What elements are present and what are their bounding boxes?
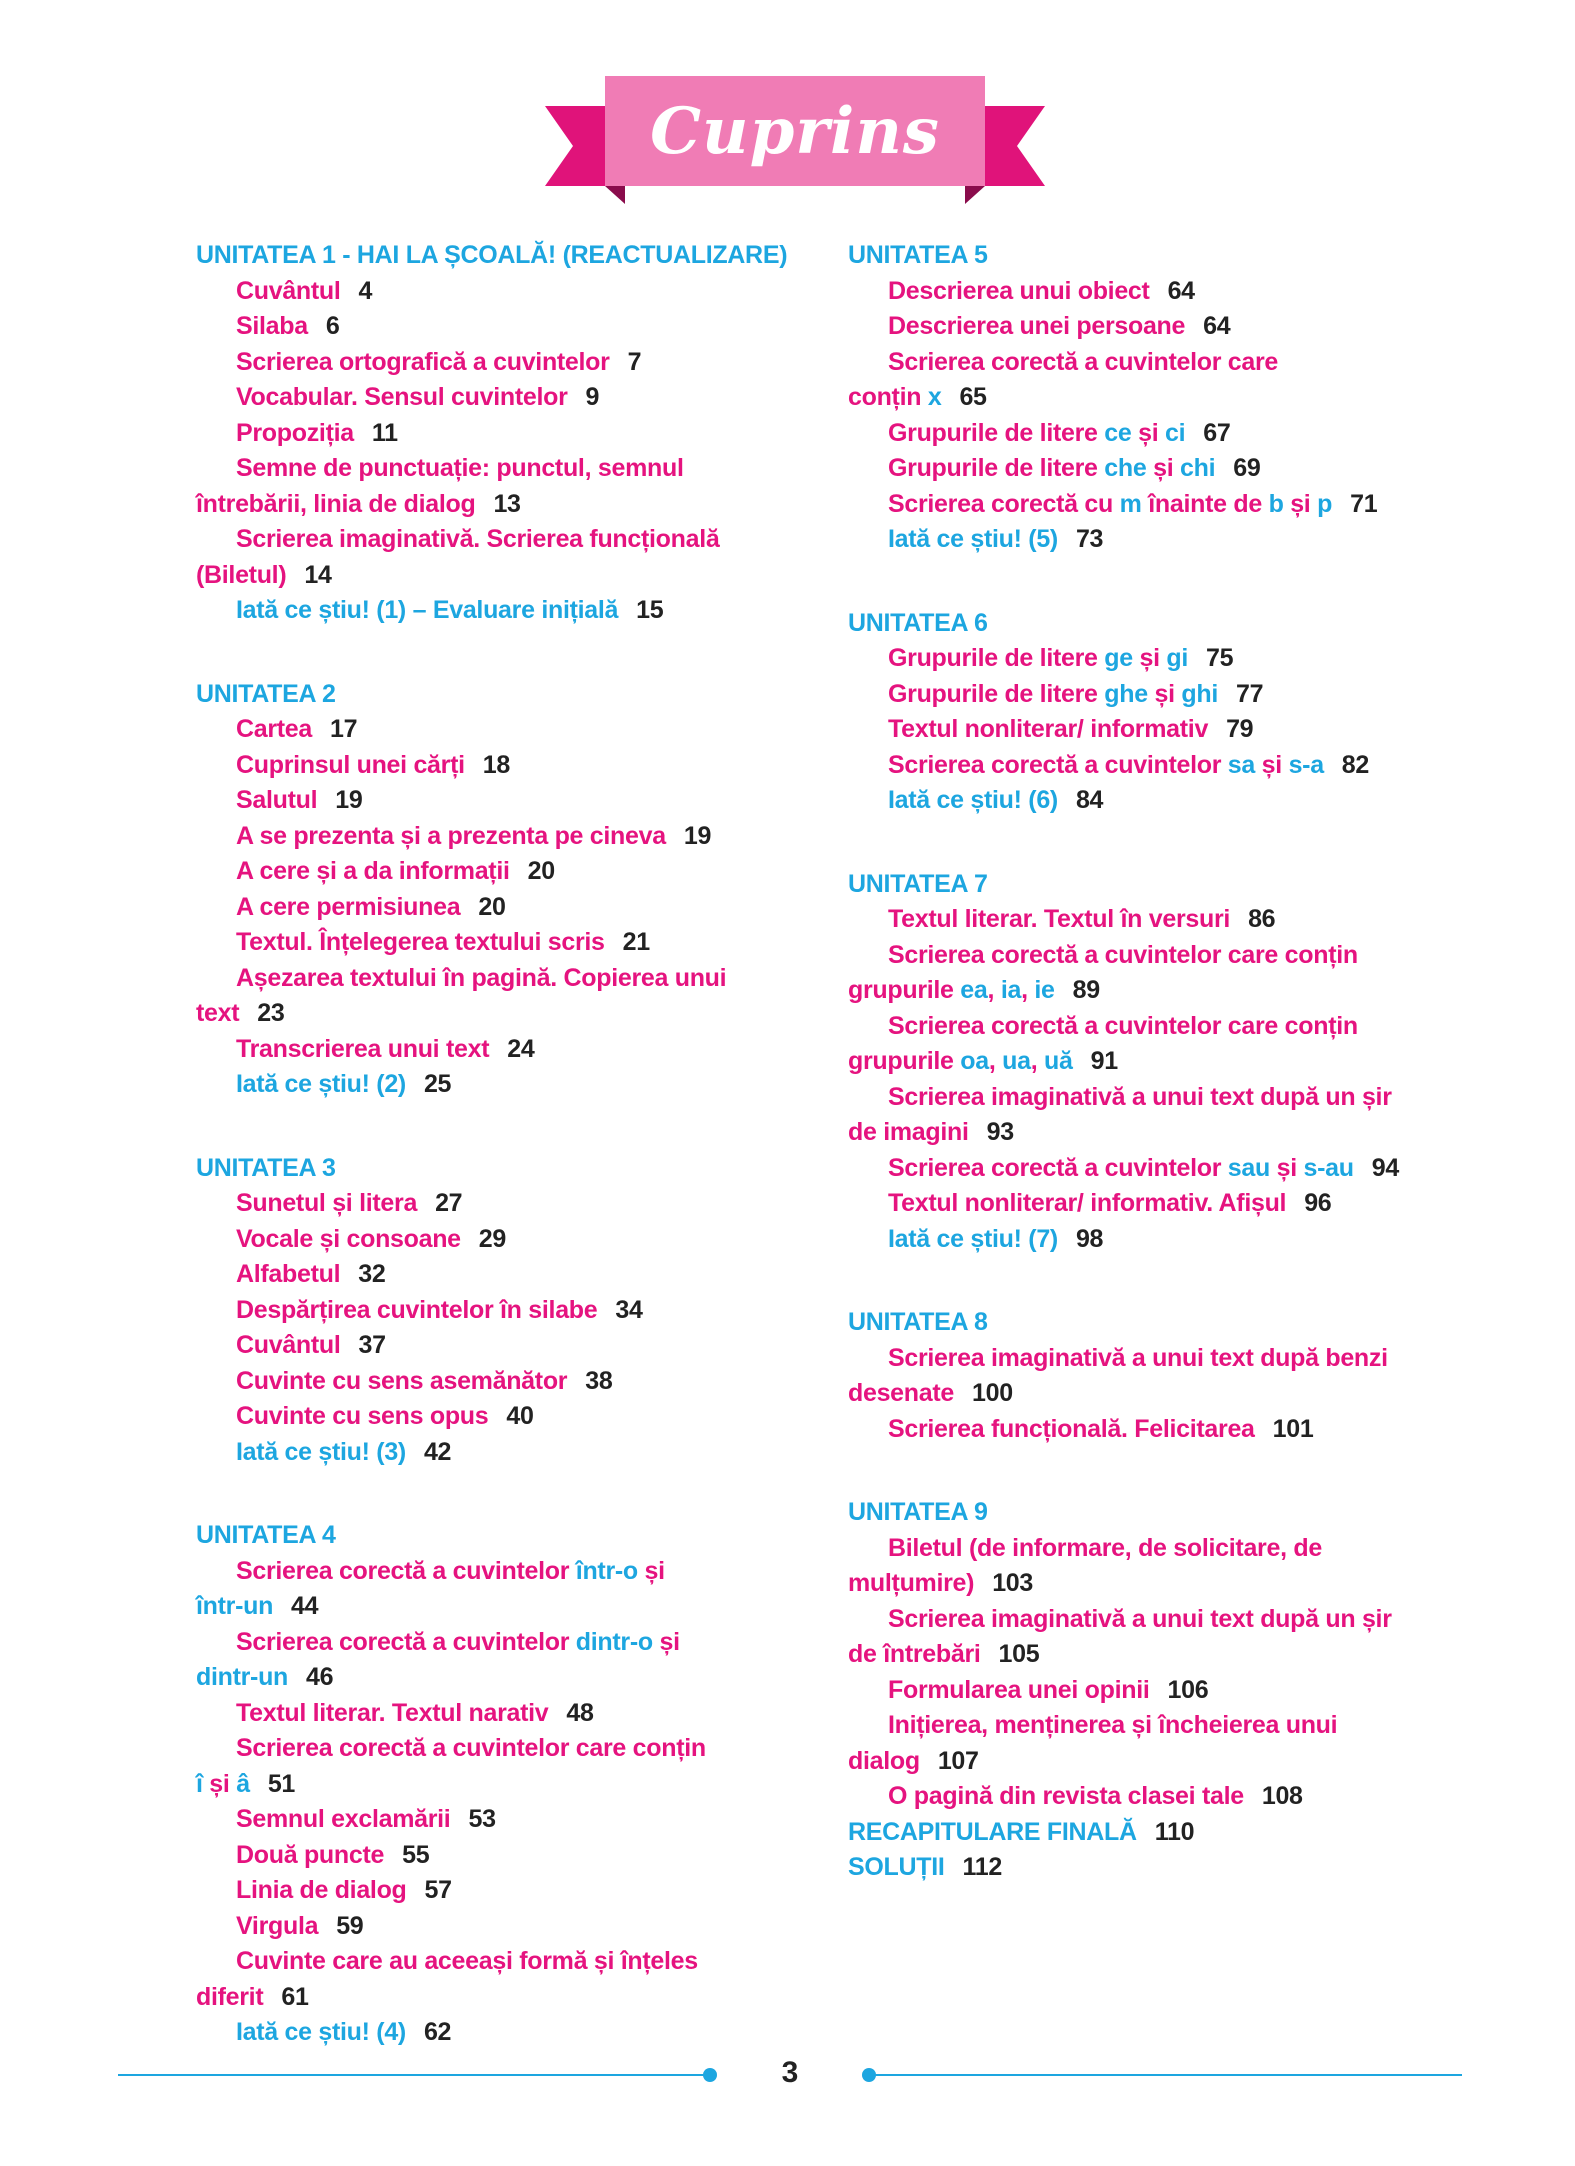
- page-ref: 82: [1341, 750, 1370, 779]
- page-ref: 21: [622, 928, 650, 956]
- entry-text: Virgula: [236, 1911, 319, 1940]
- page-ref: 25: [423, 1070, 452, 1098]
- page-ref: 15: [636, 596, 664, 624]
- page-number: 3: [781, 2056, 799, 2089]
- highlighted-text: ea: [960, 976, 988, 1004]
- entry-text: Cuprinsul unei cărți: [236, 750, 465, 779]
- page-ref: 73: [1075, 525, 1104, 553]
- entry-text: și: [1269, 1153, 1304, 1182]
- page-ref: 44: [291, 1592, 319, 1620]
- toc-entry[interactable]: [848, 973, 1468, 1009]
- entry-text: grupurile: [848, 976, 961, 1004]
- toc-entry[interactable]: [196, 712, 816, 748]
- entry-text: Iată ce știu! (5): [888, 525, 1058, 553]
- entry-text: și: [1255, 750, 1289, 779]
- entry-text: Scrierea corectă a cuvintelor: [888, 1153, 1228, 1182]
- entry-text: Formularea unei opinii: [888, 1675, 1150, 1704]
- entry-text: Cuvinte cu sens opus: [236, 1402, 489, 1430]
- entry-text: Grupurile de litere: [888, 644, 1105, 672]
- entry-text: și: [1147, 679, 1182, 708]
- toc-entry[interactable]: [848, 1412, 1468, 1448]
- page-ref: 9: [585, 383, 600, 411]
- toc-entry[interactable]: [848, 938, 1468, 974]
- entry-text: Textul. Înțelegerea textului scris: [236, 928, 605, 956]
- entry-text: Transcrierea unui text: [236, 1034, 490, 1063]
- entry-text: Silaba: [236, 312, 308, 340]
- toc-entry[interactable]: [196, 1660, 816, 1696]
- entry-text: Semne de punctuație: punctul, semnul: [236, 454, 684, 482]
- entry-text: Despărțirea cuvintelor în silabe: [236, 1295, 598, 1324]
- entry-text: și: [652, 1627, 680, 1656]
- page-ref: 101: [1272, 1414, 1314, 1443]
- entry-text: Sunetul și litera: [236, 1189, 418, 1217]
- toc-entry[interactable]: [196, 416, 816, 452]
- page-ref: 110: [1154, 1817, 1195, 1846]
- page-ref: 69: [1233, 454, 1261, 482]
- page-ref: 19: [335, 786, 363, 814]
- toc-entry[interactable]: [848, 1708, 1468, 1744]
- page-ref: 106: [1167, 1675, 1209, 1704]
- page-ref: 53: [468, 1805, 496, 1833]
- toc-entry[interactable]: [848, 1566, 1468, 1602]
- page-ref: 6: [325, 312, 340, 340]
- toc-entry[interactable]: [848, 1115, 1468, 1151]
- unit-section: [848, 606, 1468, 819]
- entry-text: grupurile: [848, 1047, 961, 1075]
- entry-text: Grupurile de litere: [888, 454, 1105, 482]
- toc-entry[interactable]: [196, 1767, 816, 1803]
- page-ref: 23: [257, 999, 285, 1027]
- entry-text: Scrierea ortografică a cuvintelor: [236, 347, 610, 376]
- toc-entry[interactable]: [196, 487, 816, 523]
- highlighted-text: ia: [1000, 976, 1022, 1004]
- highlighted-text: s-a: [1288, 750, 1324, 779]
- page-ref: 48: [566, 1698, 594, 1727]
- page-ref: 27: [435, 1189, 463, 1217]
- unit-section: [196, 1151, 816, 1471]
- entry-text: Iată ce știu! (3): [236, 1437, 406, 1466]
- entry-text: Linia de dialog: [236, 1876, 407, 1904]
- entry-text: Iată ce știu! (4): [236, 2018, 406, 2046]
- toc-entry[interactable]: [848, 1186, 1468, 1222]
- toc-entry[interactable]: [196, 274, 816, 310]
- entry-text: și: [1131, 418, 1166, 447]
- toc-entry[interactable]: [848, 309, 1468, 345]
- toc-entry[interactable]: [848, 1637, 1468, 1673]
- entry-text: întrebării, linia de dialog: [196, 489, 476, 518]
- toc-entry-evaluation[interactable]: [196, 593, 816, 629]
- entry-text: dialog: [848, 1746, 920, 1775]
- unit-title: UNITATEA 1 - HAI LA ȘCOALĂ! (REACTUALIZARE): [196, 241, 788, 269]
- toc-entry[interactable]: [196, 309, 816, 345]
- entry-text: (Biletul): [196, 560, 287, 589]
- footer-dot-left: [703, 2068, 717, 2082]
- toc-entry[interactable]: [196, 1625, 816, 1661]
- toc-entry[interactable]: [848, 748, 1468, 784]
- entry-text: Textul nonliterar/ informativ: [888, 715, 1209, 743]
- toc-entry[interactable]: [196, 1802, 816, 1838]
- page-ref: 71: [1350, 489, 1378, 518]
- page-ref: 24: [507, 1034, 535, 1063]
- page-ref: 64: [1203, 312, 1231, 340]
- entry-text: Scrierea corectă a cuvintelor: [236, 1556, 576, 1585]
- toc-entry[interactable]: [196, 925, 816, 961]
- footer-divider-left: [118, 2074, 708, 2076]
- entry-text: ,: [1021, 976, 1035, 1004]
- highlighted-text: ge: [1104, 644, 1133, 672]
- toc-entry[interactable]: [848, 1602, 1468, 1638]
- unit-section: [196, 238, 816, 629]
- toc-entry[interactable]: [196, 345, 816, 381]
- page-ref: 19: [683, 821, 712, 850]
- entry-text: desenate: [848, 1379, 954, 1407]
- page-ref: 98: [1075, 1224, 1104, 1253]
- entry-text: Scrierea corectă cu: [888, 489, 1120, 518]
- section-heading-text: SOLUȚII: [848, 1853, 945, 1881]
- entry-text: O pagină din revista clasei tale: [888, 1782, 1244, 1810]
- toc-entry[interactable]: [196, 1909, 816, 1945]
- entry-text: Cuvinte care au aceeași formă și înțeles: [236, 1947, 698, 1975]
- highlighted-text: ci: [1165, 418, 1186, 447]
- page-ref: 67: [1203, 418, 1231, 447]
- page-ref: 96: [1304, 1189, 1332, 1217]
- highlighted-text: dintr-o: [575, 1627, 653, 1656]
- entry-text: ,: [988, 1047, 1003, 1075]
- toc-entry[interactable]: [848, 1009, 1468, 1045]
- toc-entry[interactable]: [196, 961, 816, 997]
- toc-entry[interactable]: [848, 1044, 1468, 1080]
- entry-text: Cuvântul: [236, 276, 341, 305]
- entry-text: și: [1146, 454, 1181, 482]
- toc-entry[interactable]: [196, 558, 816, 594]
- entry-text: Grupurile de litere: [888, 679, 1105, 708]
- entry-text: A cere permisiunea: [236, 892, 461, 921]
- page-ref: 42: [423, 1437, 452, 1466]
- entry-text: Scrierea imaginativă a unui text după un șir: [888, 1082, 1392, 1111]
- highlighted-text: sa: [1227, 750, 1256, 779]
- toc-entry[interactable]: [196, 1257, 816, 1293]
- entry-text: Cuvântul: [236, 1331, 341, 1359]
- toc-entry-evaluation[interactable]: [848, 783, 1468, 819]
- page-ref: 34: [615, 1295, 643, 1324]
- highlighted-text: b: [1268, 489, 1284, 518]
- toc-entry[interactable]: [196, 819, 816, 855]
- entry-text: de imagini: [848, 1118, 969, 1146]
- toc-left-column: [196, 238, 816, 2099]
- toc-entry[interactable]: [196, 1838, 816, 1874]
- entry-text: Două puncte: [236, 1840, 385, 1869]
- entry-text: ,: [1030, 1047, 1045, 1075]
- entry-text: Cuvinte cu sens asemănător: [236, 1366, 568, 1395]
- entry-text: Semnul exclamării: [236, 1805, 451, 1833]
- entry-text: A cere și a da informații: [236, 857, 510, 885]
- entry-text: Descrierea unei persoane: [888, 312, 1186, 340]
- page-ref: 46: [306, 1663, 334, 1691]
- page-ref: 13: [493, 489, 521, 518]
- page-ref: 38: [585, 1366, 613, 1395]
- page-ref: 112: [962, 1853, 1002, 1881]
- unit-section: [196, 677, 816, 1103]
- entry-text: Cartea: [236, 715, 313, 743]
- toc-entry[interactable]: [196, 1554, 816, 1590]
- entry-text: și: [637, 1556, 665, 1585]
- entry-text: Scrierea imaginativă a unui text după benzi: [888, 1343, 1388, 1372]
- unit-title: UNITATEA 5: [848, 241, 988, 269]
- highlighted-text: într-un: [196, 1592, 274, 1620]
- entry-text: Scrierea corectă a cuvintelor care: [888, 347, 1279, 376]
- highlighted-text: dintr-un: [196, 1663, 289, 1691]
- toc-entry[interactable]: [196, 1328, 816, 1364]
- entry-text: Scrierea corectă a cuvintelor: [236, 1627, 576, 1656]
- entry-text: ,: [987, 976, 1001, 1004]
- page-ref: 79: [1226, 715, 1254, 743]
- toc-entry[interactable]: [196, 1696, 816, 1732]
- page-ref: 40: [506, 1402, 534, 1430]
- unit-section: [848, 1495, 1468, 1886]
- entry-text: și: [202, 1769, 237, 1798]
- toc-right-column: [848, 238, 1468, 1934]
- unit-title: UNITATEA 8: [848, 1308, 988, 1336]
- toc-entry[interactable]: [848, 1744, 1468, 1780]
- entry-text: Iată ce știu! (1) – Evaluare inițială: [236, 596, 619, 624]
- page-ref: 75: [1206, 644, 1234, 672]
- page-title: Cuprins: [650, 93, 940, 169]
- page-ref: 29: [478, 1224, 507, 1253]
- entry-text: Inițierea, menținerea și încheierea unui: [888, 1711, 1338, 1739]
- highlighted-text: x: [927, 383, 942, 411]
- toc-entry-evaluation[interactable]: [848, 1222, 1468, 1258]
- highlighted-text: într-o: [575, 1556, 638, 1585]
- entry-text: Textul literar. Textul în versuri: [888, 905, 1231, 933]
- entry-text: Scrierea corectă a cuvintelor care conțin: [888, 940, 1358, 969]
- entry-text: Scrierea corectă a cuvintelor: [888, 750, 1228, 779]
- entry-text: Iată ce știu! (7): [888, 1224, 1058, 1253]
- entry-text: și: [1283, 489, 1318, 518]
- entry-text: Iată ce știu! (6): [888, 786, 1058, 814]
- entry-text: Alfabetul: [236, 1260, 341, 1288]
- page-ref: 89: [1072, 976, 1100, 1004]
- entry-text: Biletul (de informare, de solicitare, de: [888, 1533, 1322, 1562]
- toc-entry[interactable]: [848, 677, 1468, 713]
- entry-text: diferit: [196, 1982, 264, 2011]
- entry-text: text: [196, 999, 240, 1027]
- toc-entry[interactable]: [196, 1731, 816, 1767]
- toc-entry[interactable]: [196, 1944, 816, 1980]
- highlighted-text: gi: [1166, 644, 1189, 672]
- entry-text: Scrierea funcțională. Felicitarea: [888, 1414, 1255, 1443]
- toc-entry-evaluation[interactable]: [196, 1067, 816, 1103]
- page-ref: 84: [1075, 786, 1104, 814]
- toc-entry[interactable]: [848, 1151, 1468, 1187]
- toc-entry-evaluation[interactable]: [196, 1435, 816, 1471]
- unit-section: [848, 867, 1468, 1258]
- page-ref: 37: [358, 1331, 386, 1359]
- page-ref: 86: [1248, 905, 1276, 933]
- toc-entry[interactable]: [848, 487, 1468, 523]
- unit-title: UNITATEA 7: [848, 869, 988, 898]
- highlighted-text: che: [1104, 454, 1147, 482]
- page-ref: 11: [371, 418, 398, 447]
- page-ref: 94: [1371, 1153, 1399, 1182]
- highlighted-text: sau: [1227, 1153, 1270, 1182]
- toc-entry[interactable]: [196, 1399, 816, 1435]
- entry-text: mulțumire): [848, 1569, 975, 1597]
- page-ref: 65: [959, 383, 987, 411]
- entry-text: Textul literar. Textul narativ: [236, 1698, 549, 1727]
- toc-entry[interactable]: [848, 712, 1468, 748]
- entry-text: Vocabular. Sensul cuvintelor: [236, 383, 568, 411]
- highlighted-text: uă: [1044, 1047, 1073, 1075]
- toc-entry[interactable]: [196, 1032, 816, 1068]
- toc-entry[interactable]: [848, 1779, 1468, 1815]
- toc-entry[interactable]: [848, 641, 1468, 677]
- toc-entry[interactable]: [196, 783, 816, 819]
- toc-entry[interactable]: [196, 1589, 816, 1625]
- toc-entry[interactable]: [196, 1222, 816, 1258]
- toc-entry[interactable]: [196, 522, 816, 558]
- page-ref: 20: [478, 892, 506, 921]
- entry-text: Textul nonliterar/ informativ. Afișul: [888, 1189, 1287, 1217]
- toc-entry[interactable]: [848, 1341, 1468, 1377]
- page-ref: 93: [986, 1118, 1014, 1146]
- page-ref: 107: [937, 1746, 979, 1775]
- toc-entry[interactable]: [196, 380, 816, 416]
- toc-entry[interactable]: [848, 1080, 1468, 1116]
- entry-text: Scrierea corectă a cuvintelor care conțin: [236, 1734, 706, 1762]
- entry-text: de întrebări: [848, 1640, 981, 1668]
- entry-text: Scrierea imaginativă. Scrierea funcțională: [236, 525, 720, 553]
- entry-text: Descrierea unui obiect: [888, 276, 1150, 305]
- footer-divider-right: [872, 2074, 1462, 2076]
- page-ref: 4: [358, 276, 373, 305]
- page-ref: 103: [992, 1569, 1033, 1597]
- toc-section-heading[interactable]: [848, 1850, 1468, 1886]
- unit-section: [196, 1518, 816, 2051]
- toc-entry[interactable]: [848, 345, 1468, 381]
- highlighted-text: ua: [1002, 1047, 1031, 1075]
- toc-entry-evaluation[interactable]: [848, 522, 1468, 558]
- highlighted-text: ghe: [1104, 679, 1148, 708]
- page-ref: 7: [627, 347, 642, 376]
- page-ref: 59: [336, 1911, 364, 1940]
- unit-title: UNITATEA 3: [196, 1153, 336, 1182]
- toc-entry[interactable]: [196, 854, 816, 890]
- toc-entry[interactable]: [196, 451, 816, 487]
- toc-entry-evaluation[interactable]: [196, 2015, 816, 2051]
- page-ref: 20: [527, 857, 555, 885]
- toc-entry[interactable]: [848, 1673, 1468, 1709]
- page-ref: 108: [1261, 1782, 1303, 1810]
- page-ref: 17: [330, 715, 358, 743]
- toc-entry[interactable]: [196, 1873, 816, 1909]
- title-banner: [545, 76, 1045, 206]
- toc-entry[interactable]: [848, 1376, 1468, 1412]
- entry-text: A se prezenta și a prezenta pe cineva: [236, 821, 666, 850]
- unit-title: UNITATEA 4: [196, 1521, 336, 1549]
- highlighted-text: s-au: [1303, 1153, 1354, 1182]
- page-ref: 100: [972, 1379, 1013, 1407]
- unit-title: UNITATEA 9: [848, 1498, 988, 1526]
- toc-entry[interactable]: [848, 1531, 1468, 1567]
- page-ref: 18: [482, 750, 510, 779]
- entry-text: înainte de: [1141, 489, 1269, 518]
- unit-title: UNITATEA 2: [196, 679, 336, 708]
- toc-entry[interactable]: [196, 996, 816, 1032]
- highlighted-text: chi: [1180, 454, 1216, 482]
- toc-entry[interactable]: [196, 1293, 816, 1329]
- page-ref: 14: [304, 560, 332, 589]
- entry-text: și: [1132, 644, 1167, 672]
- toc-entry[interactable]: [196, 1364, 816, 1400]
- toc-entry[interactable]: [848, 380, 1468, 416]
- page-ref: 77: [1235, 679, 1264, 708]
- page-ref: 64: [1167, 276, 1195, 305]
- page-ref: 61: [281, 1982, 309, 2011]
- unit-section: [848, 238, 1468, 558]
- entry-text: Scrierea corectă a cuvintelor care conțin: [888, 1011, 1358, 1040]
- toc-entry[interactable]: [196, 1980, 816, 2016]
- toc-entry[interactable]: [196, 748, 816, 784]
- unit-title: UNITATEA 6: [848, 608, 988, 637]
- toc-entry[interactable]: [196, 890, 816, 926]
- entry-text: conțin: [848, 383, 928, 411]
- page-ref: 55: [402, 1840, 430, 1869]
- highlighted-text: oa: [960, 1047, 989, 1075]
- entry-text: Scrierea imaginativă a unui text după un șir: [888, 1604, 1392, 1633]
- highlighted-text: î: [196, 1769, 203, 1798]
- highlighted-text: ie: [1034, 976, 1055, 1004]
- page-ref: 51: [267, 1769, 296, 1798]
- entry-text: Salutul: [236, 786, 318, 814]
- toc-section-heading[interactable]: [848, 1815, 1468, 1851]
- toc-entry[interactable]: [848, 902, 1468, 938]
- highlighted-text: ce: [1104, 418, 1132, 447]
- highlighted-text: m: [1119, 489, 1142, 518]
- page-ref: 105: [998, 1640, 1040, 1668]
- toc-entry[interactable]: [848, 451, 1468, 487]
- page-ref: 57: [424, 1876, 452, 1904]
- entry-text: Grupurile de litere: [888, 418, 1105, 447]
- highlighted-text: p: [1317, 489, 1333, 518]
- entry-text: Așezarea textului în pagină. Copierea unui: [236, 963, 727, 992]
- page-ref: 91: [1090, 1047, 1118, 1075]
- section-heading-text: RECAPITULARE FINALĂ: [848, 1817, 1137, 1846]
- entry-text: Iată ce știu! (2): [236, 1070, 406, 1098]
- toc-entry[interactable]: [848, 416, 1468, 452]
- highlighted-text: â: [236, 1769, 250, 1798]
- unit-section: [848, 1305, 1468, 1447]
- toc-entry[interactable]: [848, 274, 1468, 310]
- page-ref: 32: [358, 1260, 386, 1288]
- entry-text: Vocale și consoane: [236, 1224, 461, 1253]
- entry-text: Propoziția: [236, 418, 354, 447]
- highlighted-text: ghi: [1181, 679, 1218, 708]
- toc-entry[interactable]: [196, 1186, 816, 1222]
- page-ref: 62: [423, 2018, 452, 2046]
